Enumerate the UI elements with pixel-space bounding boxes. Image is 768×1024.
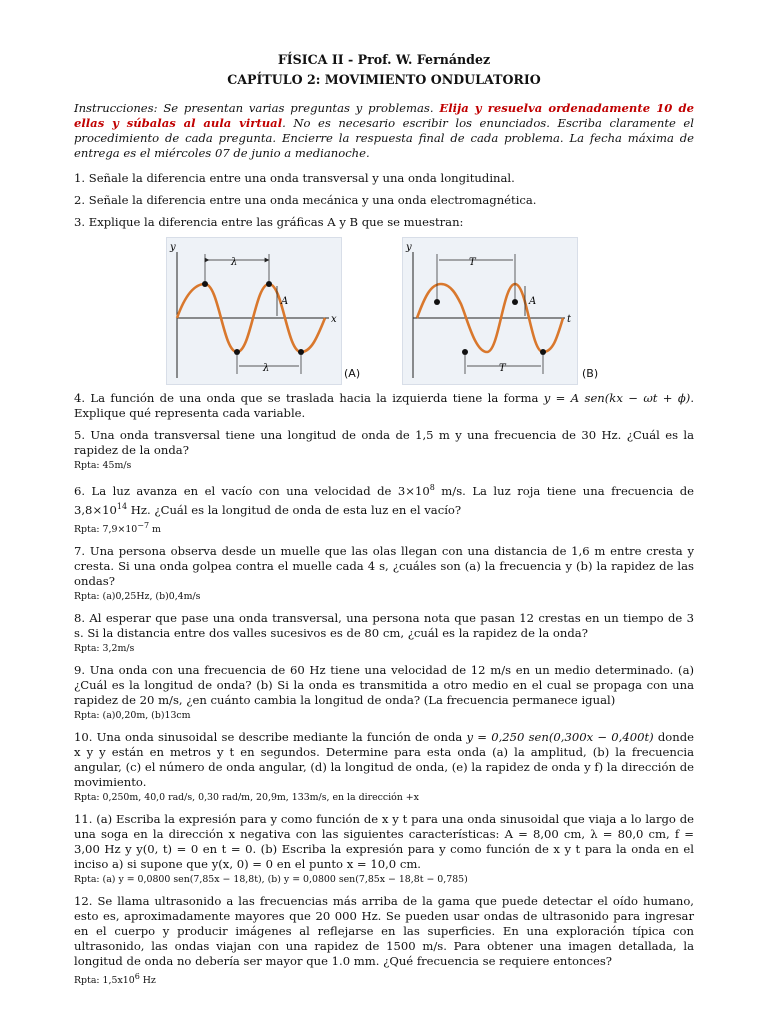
answer-8: Rpta: 3,2m/s	[74, 642, 135, 654]
instructions-highlight: Elija y resuelva ordenadamente 10 de ellas y súbalas al aula virtual	[74, 101, 694, 130]
answer-10: Rpta: 0,250m, 40,0 rad/s, 0,30 rad/m, 20,9m, 133m/s, en la dirección +x	[74, 791, 419, 803]
fig-b-period-top: T	[469, 257, 476, 268]
question-10: 10. Una onda sinusoidal se describe mediante la función de onda y = 0,250 sen(0,300x − 0,400t) donde x y y están en metros y t en segundos. Determine para esta onda (a) la amplitud, (b) la frecuencia angular, (c) el número de onda angular, (d) la longitud de onda, (e) la rapidez de onda y f) la dirección de movimiento.	[74, 729, 695, 789]
figure-b-wave-vs-t	[402, 237, 578, 385]
question-1: 1. Señale la diferencia entre una onda transversal y una onda longitudinal.	[74, 171, 515, 185]
fig-a-y-label: y	[170, 242, 176, 253]
question-6: 6. La luz avanza en el vacío con una velocidad de $3\times 10^8$ m/s. La luz roja tiene una frecuencia de $3,8\times 10^{14}$ Hz. ¿Cuál es la longitud de onda de esta luz en el vacío?	[74, 483, 694, 517]
figure-a-wave-vs-x	[166, 237, 342, 385]
question-4: 4. La función de una onda que se traslada hacia la izquierda tiene la forma y = A sen(kx − ωt + ϕ). Explique qué representa cada variable.	[74, 391, 694, 420]
answer-11: Rpta: (a) y = 0,0800 sen(7,85x − 18,8t), (b) y = 0,0800 sen(7,85x − 18,8t − 0,785)	[74, 873, 468, 885]
question-3: 3. Explique la diferencia entre las gráficas A y B que se muestran:	[74, 215, 464, 229]
fig-b-y-label: y	[406, 242, 412, 253]
question-11: 11. (a) Escriba la expresión para y como función de x y t para una onda sinusoidal que viaja a lo largo de una soga en la dirección x negativa con las siguientes características: A = 8,00 cm, λ = 80,0 cm, f = 3,00 Hz y y(0, t) = 0 en t = 0. (b) Escriba la expresión para y como función de x y t para la onda en el inciso a) si supone que y(x, 0) = 0 en el punto x = 10,0 cm.	[74, 811, 694, 871]
q10-formula: y = 0,250 sen(0,300x − 0,400t)	[466, 729, 654, 744]
fig-a-x-label: x	[331, 314, 337, 325]
question-7: 7. Una persona observa desde un muelle que las olas llegan con una distancia de 1,6 m entre cresta y cresta. Si una onda golpea contra el muelle cada 4 s, ¿cuáles son (a) la frecuencia y (b) la rapidez de las ondas?	[74, 543, 694, 588]
fig-a-lambda-bottom: λ	[263, 363, 270, 374]
instructions	[74, 101, 694, 161]
answer-5: Rpta: 45m/s	[74, 460, 132, 471]
fig-a-lambda-top: λ	[231, 257, 238, 268]
answer-6: Rpta: $7,9\times 10^{-7}$ m	[74, 520, 161, 535]
figures	[74, 237, 694, 385]
answer-9: Rpta: (a)0,20m, (b)13cm	[74, 709, 191, 721]
fig-b-period-bottom: T	[499, 363, 506, 374]
fig-a-amplitude: A	[281, 296, 289, 307]
chapter-title: CAPÍTULO 2: MOVIMIENTO ONDULATORIO	[227, 72, 541, 87]
question-8: 8. Al esperar que pase una onda transversal, una persona nota que pasan 12 crestas en un tiempo de 3 s. Si la distancia entre dos valles sucesivos es de 80 cm, ¿cuál es la rapidez de la onda?	[74, 610, 694, 640]
q4-formula: y = A sen(kx − ωt + ϕ)	[543, 391, 691, 405]
instructions-rest: . No es necesario escribir los enunciados. Escriba claramente el procedimiento de cada pregunta. Encierre la respuesta final de cada problema. La fecha máxima de entrega es el miércoles 07 de junio a medianoche.	[74, 116, 694, 160]
question-5: 5. Una onda transversal tiene una longitud de onda de 1,5 m y una frecuencia de 30 Hz. ¿Cuál es la rapidez de la onda?	[74, 428, 694, 457]
fig-b-amplitude: A	[529, 296, 537, 307]
answer-12: Rpta: $1,5x10^6$ Hz	[74, 971, 156, 986]
question-2: 2. Señale la diferencia entre una onda mecánica y una onda electromagnética.	[74, 193, 537, 207]
question-9: 9. Una onda con una frecuencia de 60 Hz tiene una velocidad de 12 m/s en un medio determinado. (a) ¿Cuál es la longitud de onda? (b) Si la onda es transmitida a otro medio en el cual se propaga con una rapidez de 20 m/s, ¿en cuánto cambia la longitud de onda? (La frecuencia permanece igual)	[74, 662, 694, 707]
question-12: 12. Se llama ultrasonido a las frecuencias más arriba de la gama que puede detectar el oído humano, esto es, aproximadamente mayores que 20 000 Hz. Se pueden usar ondas de ultrasonido para ingresar en el cuerpo y producir imágenes al reflejarse en las superficies. En una exploración típica con ultrasonido, las ondas viajan con una rapidez de 1500 m/s. Para obtener una imagen detallada, la longitud de onda no debería ser mayor que 1.0 mm. ¿Qué frecuencia se requiere entonces?	[74, 893, 694, 968]
page-title: FÍSICA II - Prof. W. Fernández	[277, 52, 491, 67]
figure-b-label: (B)	[582, 367, 599, 380]
fig-b-t-label: t	[567, 314, 572, 325]
instructions-lead: Instrucciones: Se presentan varias preguntas y problemas.	[74, 101, 440, 115]
answer-7: Rpta: (a)0,25Hz, (b)0,4m/s	[74, 590, 201, 602]
figure-a-label: (A)	[344, 367, 361, 380]
